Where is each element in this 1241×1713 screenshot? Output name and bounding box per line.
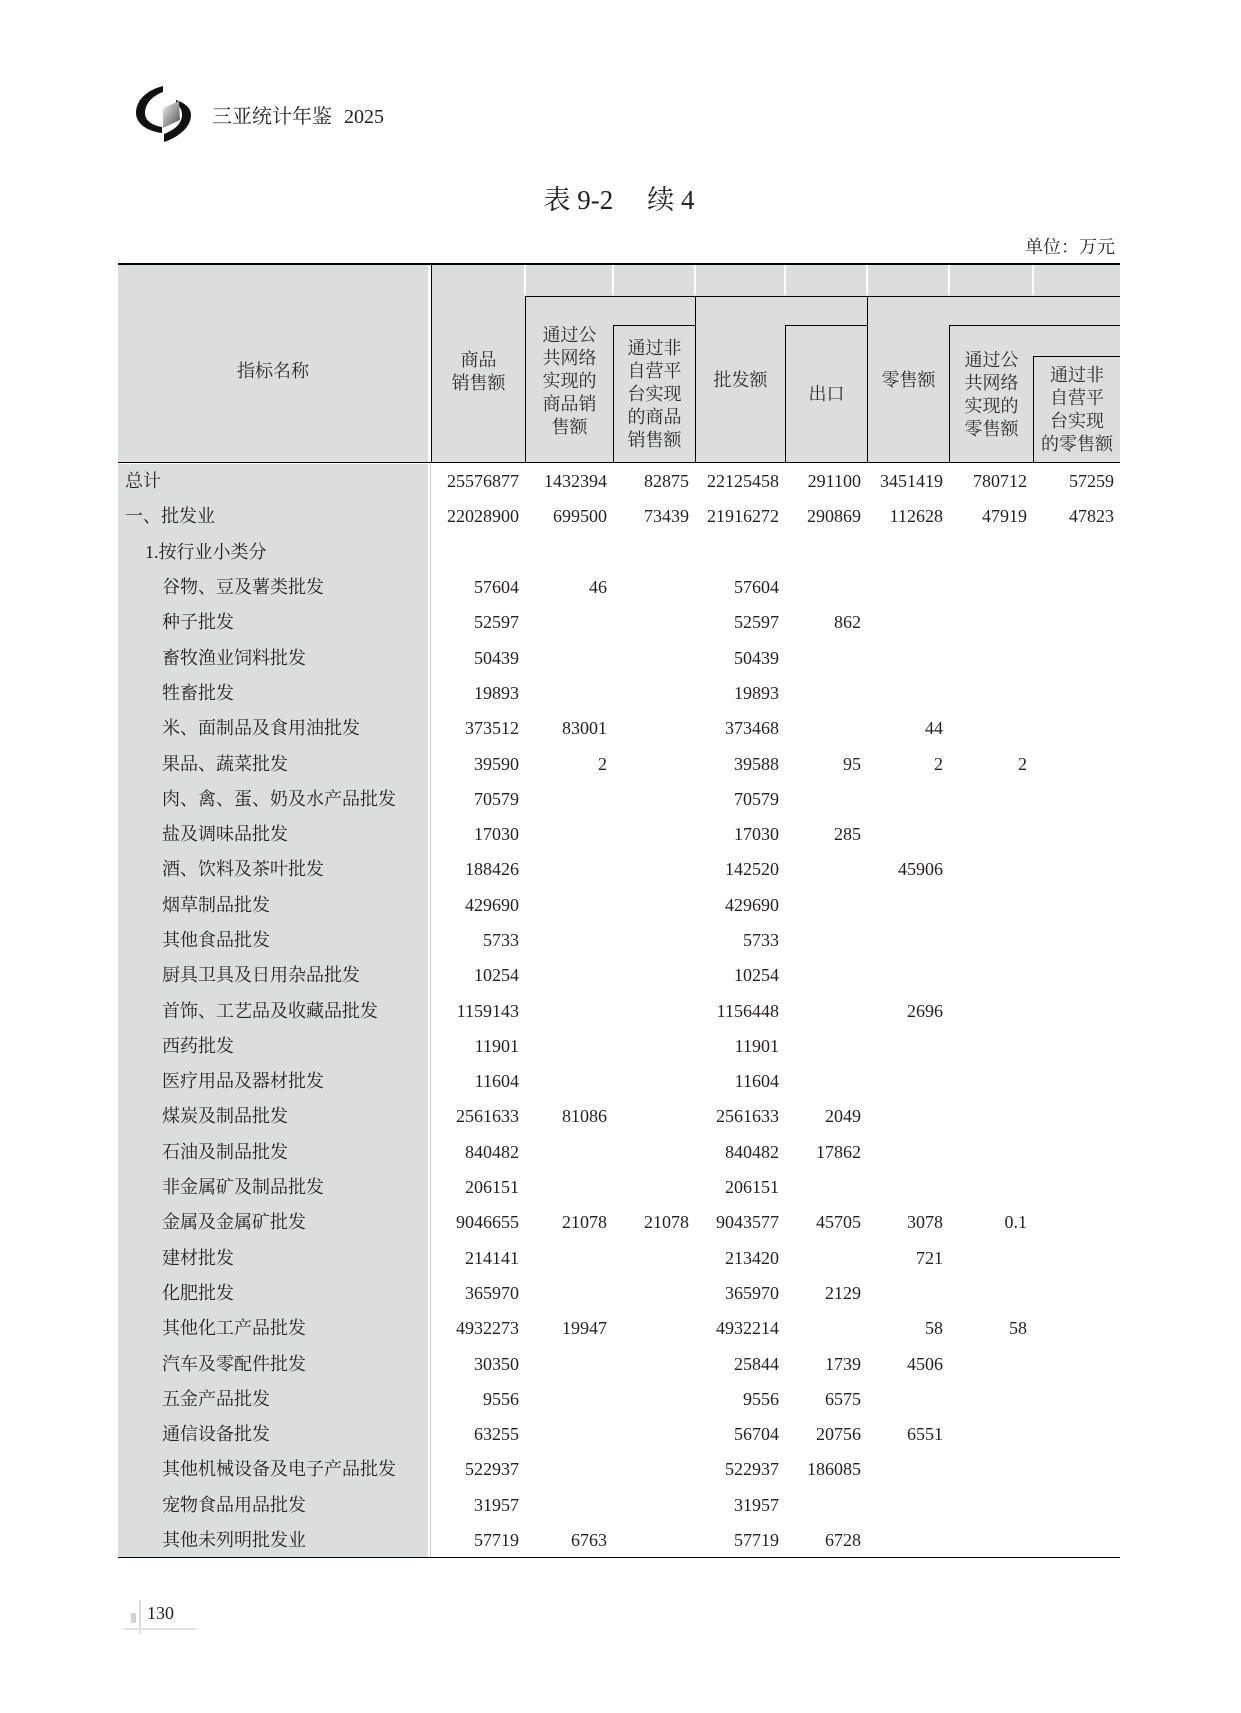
cell-sales: 2561633: [456, 1106, 519, 1127]
table-body: [118, 464, 1120, 1558]
table-row: [118, 499, 1120, 534]
row-label: 谷物、豆及薯类批发: [162, 577, 324, 598]
cell-sales: 50439: [474, 647, 519, 668]
row-label: 酒、饮料及茶叶批发: [162, 859, 324, 880]
cell-retail: 6551: [907, 1424, 943, 1445]
cell-export: 20756: [816, 1424, 861, 1445]
cell-export: 862: [834, 612, 861, 633]
page-number: 130: [147, 1603, 174, 1623]
header-divider: [784, 265, 786, 295]
cell-export: 186085: [807, 1459, 861, 1480]
cell-platform-sales: 21078: [644, 1212, 689, 1233]
cell-platform-sales: 73439: [644, 506, 689, 527]
cell-online-retail: 780712: [973, 471, 1027, 492]
row-label: 其他机械设备及电子产品批发: [162, 1459, 396, 1480]
header-divider: [948, 265, 950, 295]
cell-export: 2129: [825, 1282, 861, 1303]
cell-sales: 840482: [465, 1141, 519, 1162]
table-row: [118, 781, 1120, 816]
cell-sales: 10254: [474, 965, 519, 986]
row-label: 汽车及零配件批发: [162, 1353, 306, 1374]
cell-sales: 63255: [474, 1424, 519, 1445]
row-label: 畜牧渔业饲料批发: [162, 647, 306, 668]
cell-online-sales: 46: [589, 577, 607, 598]
cell-online-retail: 2: [1018, 753, 1027, 774]
row-label: 肉、禽、蛋、奶及水产品批发: [162, 788, 396, 809]
cell-online-retail: 58: [1009, 1318, 1027, 1339]
cell-platform-retail: 57259: [1069, 471, 1114, 492]
cell-wholesale: 19893: [734, 682, 779, 703]
row-label: 金属及金属矿批发: [162, 1212, 306, 1233]
cell-export: 45705: [816, 1212, 861, 1233]
header-divider: [1032, 265, 1034, 295]
cell-sales: 11604: [474, 1071, 519, 1092]
cell-sales: 19893: [474, 682, 519, 703]
row-label: 果品、蔬菜批发: [162, 753, 288, 774]
cell-export: 95: [843, 753, 861, 774]
table-row: [118, 1381, 1120, 1416]
table-row: [118, 746, 1120, 781]
col-header-indicator-name: 指标名称: [237, 361, 309, 381]
cell-retail: 4506: [907, 1353, 943, 1374]
cell-wholesale: 56704: [734, 1424, 779, 1445]
cell-wholesale: 21916272: [707, 506, 779, 527]
header-divider: [612, 265, 614, 295]
cell-wholesale: 57719: [734, 1530, 779, 1551]
col-header-platform-sales: 通过非 自营平 台实现 的商品 销售额: [627, 338, 682, 450]
cell-retail: 2696: [907, 1000, 943, 1021]
table-row: [118, 605, 1120, 640]
cell-wholesale: 429690: [725, 894, 779, 915]
row-label: 烟草制品批发: [162, 894, 270, 915]
row-label: 种子批发: [162, 612, 234, 633]
cell-retail: 44: [925, 718, 943, 739]
cell-wholesale: 373468: [725, 718, 779, 739]
table-continuation: 续 4: [647, 185, 695, 215]
col-header-sales: 商品 销售额: [451, 349, 506, 393]
cell-sales: 214141: [465, 1247, 519, 1268]
table-row: [118, 958, 1120, 993]
cell-export: 285: [834, 824, 861, 845]
table-row: [118, 1275, 1120, 1310]
page-corner-mark: [124, 1628, 196, 1630]
cell-sales: 57719: [474, 1530, 519, 1551]
cell-sales: 25576877: [447, 471, 519, 492]
cell-wholesale: 9556: [743, 1388, 779, 1409]
cell-online-sales: 2: [598, 753, 607, 774]
col-header-retail: 零售额: [881, 369, 936, 390]
cell-online-sales: 21078: [562, 1212, 607, 1233]
cell-platform-retail: 47823: [1069, 506, 1114, 527]
cell-export: 2049: [825, 1106, 861, 1127]
cell-wholesale: 142520: [725, 859, 779, 880]
row-label: 建材批发: [162, 1247, 234, 1268]
cell-online-sales: 81086: [562, 1106, 607, 1127]
cell-sales: 4932273: [456, 1318, 519, 1339]
cell-wholesale: 4932214: [716, 1318, 779, 1339]
cell-wholesale: 31957: [734, 1494, 779, 1515]
row-label: 化肥批发: [162, 1282, 234, 1303]
row-label: 其他食品批发: [162, 930, 270, 950]
table-title: [118, 183, 1120, 217]
row-label: 五金产品批发: [162, 1388, 270, 1409]
table-row: [118, 852, 1120, 887]
cell-sales: 17030: [474, 824, 519, 845]
row-label: 非金属矿及制品批发: [162, 1177, 324, 1198]
cell-wholesale: 11604: [734, 1071, 779, 1092]
cell-export: 1739: [825, 1353, 861, 1374]
cell-wholesale: 70579: [734, 788, 779, 809]
table-row: [118, 675, 1120, 710]
row-label: 煤炭及制品批发: [162, 1106, 288, 1127]
table-row: [118, 922, 1120, 957]
table-row: [118, 711, 1120, 746]
table-row: [118, 1064, 1120, 1099]
cell-online-retail: 47919: [982, 506, 1027, 527]
row-label: 一、批发业: [125, 506, 215, 527]
cell-wholesale: 52597: [734, 612, 779, 633]
table-row: [118, 1311, 1120, 1346]
cell-wholesale: 5733: [743, 930, 779, 950]
row-label: 盐及调味品批发: [162, 824, 288, 845]
cell-export: 6728: [825, 1530, 861, 1551]
row-label: 首饰、工艺品及收藏品批发: [162, 1000, 378, 1021]
cell-sales: 373512: [465, 718, 519, 739]
cell-sales: 522937: [465, 1459, 519, 1480]
cell-sales: 5733: [483, 930, 519, 950]
cell-wholesale: 39588: [734, 753, 779, 774]
cell-sales: 22028900: [447, 506, 519, 527]
table-row: [118, 1169, 1120, 1204]
cell-sales: 9046655: [456, 1212, 519, 1233]
col-header-export: 出口: [808, 384, 845, 404]
row-label: 其他化工产品批发: [162, 1318, 306, 1339]
cell-sales: 429690: [465, 894, 519, 915]
table-row: [118, 1028, 1120, 1063]
cell-export: 291100: [807, 471, 861, 492]
cell-online-retail: 0.1: [1004, 1212, 1027, 1233]
table-row: [118, 1346, 1120, 1381]
table-row: [118, 1487, 1120, 1522]
table-row: [118, 640, 1120, 675]
cell-wholesale: 9043577: [716, 1212, 779, 1233]
page-corner-mark: [131, 1613, 136, 1623]
row-label: 宠物食品用品批发: [162, 1494, 306, 1515]
cell-retail: 58: [925, 1318, 943, 1339]
cell-platform-sales: 82875: [644, 471, 689, 492]
cell-sales: 31957: [474, 1494, 519, 1515]
row-label: 通信设备批发: [162, 1424, 270, 1445]
cell-wholesale: 11901: [734, 1035, 779, 1056]
cell-retail: 2: [934, 753, 943, 774]
cell-wholesale: 50439: [734, 647, 779, 668]
table-row: [118, 534, 1120, 569]
col-header-online-sales: 通过公 共网络 实现的 商品销 售额: [542, 325, 597, 437]
row-label: 牲畜批发: [162, 682, 234, 703]
cell-wholesale: 522937: [725, 1459, 779, 1480]
table-row: [118, 1452, 1120, 1487]
cell-sales: 9556: [483, 1388, 519, 1409]
row-label: 其他未列明批发业: [162, 1530, 306, 1551]
table-row: [118, 1099, 1120, 1134]
cell-retail: 112628: [889, 506, 943, 527]
cell-sales: 52597: [474, 612, 519, 633]
cell-export: 17862: [816, 1141, 861, 1162]
table-bottom-rule: [118, 1557, 1120, 1559]
cell-wholesale: 10254: [734, 965, 779, 986]
unit-label: 单位：万元: [1025, 237, 1115, 257]
cell-wholesale: 213420: [725, 1247, 779, 1268]
col-header-online-retail: 通过公 共网络 实现的 零售额: [964, 349, 1019, 439]
cell-sales: 11901: [474, 1035, 519, 1056]
header-rule: [525, 296, 1120, 297]
row-label: 医疗用品及器材批发: [162, 1071, 324, 1092]
cell-online-sales: 699500: [553, 506, 607, 527]
cell-online-sales: 83001: [562, 718, 607, 739]
row-label: 西药批发: [162, 1035, 234, 1056]
header-divider: [866, 265, 868, 295]
header-divider: [694, 265, 696, 295]
cell-wholesale: 57604: [734, 577, 779, 598]
cell-wholesale: 22125458: [707, 471, 779, 492]
cell-wholesale: 1156448: [716, 1000, 779, 1021]
cell-wholesale: 365970: [725, 1282, 779, 1303]
cell-sales: 365970: [465, 1282, 519, 1303]
table-row: [118, 993, 1120, 1028]
cell-sales: 39590: [474, 753, 519, 774]
table-row: [118, 569, 1120, 604]
cell-online-sales: 19947: [562, 1318, 607, 1339]
table-row: [118, 1417, 1120, 1452]
row-label: 厨具卫具及日用杂品批发: [162, 965, 360, 986]
cell-retail: 721: [916, 1247, 943, 1268]
cell-sales: 30350: [474, 1353, 519, 1374]
cell-sales: 1159143: [456, 1000, 519, 1021]
cell-export: 290869: [807, 506, 861, 527]
table-row: [118, 464, 1120, 499]
cell-retail: 3078: [907, 1212, 943, 1233]
table-row: [118, 1240, 1120, 1275]
cell-wholesale: 25844: [734, 1353, 779, 1374]
row-label: 总计: [125, 471, 161, 492]
table-row: [118, 816, 1120, 851]
cell-sales: 57604: [474, 577, 519, 598]
table-row: [118, 1522, 1120, 1557]
col-header-wholesale: 批发额: [713, 369, 768, 390]
cell-sales: 206151: [465, 1177, 519, 1198]
cell-wholesale: 206151: [725, 1177, 779, 1198]
cell-retail: 3451419: [880, 471, 943, 492]
cell-sales: 70579: [474, 788, 519, 809]
col-header-platform-retail: 通过非 自营平 台实现 的零售额: [1041, 365, 1113, 454]
table-top-rule: [118, 263, 1120, 265]
table-row: [118, 1134, 1120, 1169]
cell-sales: 188426: [465, 859, 519, 880]
cell-wholesale: 840482: [725, 1141, 779, 1162]
cell-export: 6575: [825, 1388, 861, 1409]
statistics-logo-icon: [136, 86, 192, 143]
row-label: 1.按行业小类分: [145, 541, 267, 562]
cell-online-sales: 6763: [571, 1530, 607, 1551]
row-label: 石油及制品批发: [162, 1141, 288, 1162]
cell-online-sales: 1432394: [544, 471, 607, 492]
yearbook-title: 三亚统计年鉴 2025: [212, 106, 384, 128]
cell-wholesale: 17030: [734, 824, 779, 845]
table-number: 表 9-2: [543, 185, 614, 215]
cell-retail: 45906: [898, 859, 943, 880]
table-row: [118, 887, 1120, 922]
cell-wholesale: 2561633: [716, 1106, 779, 1127]
row-label: 米、面制品及食用油批发: [162, 718, 360, 739]
table-row: [118, 1205, 1120, 1240]
